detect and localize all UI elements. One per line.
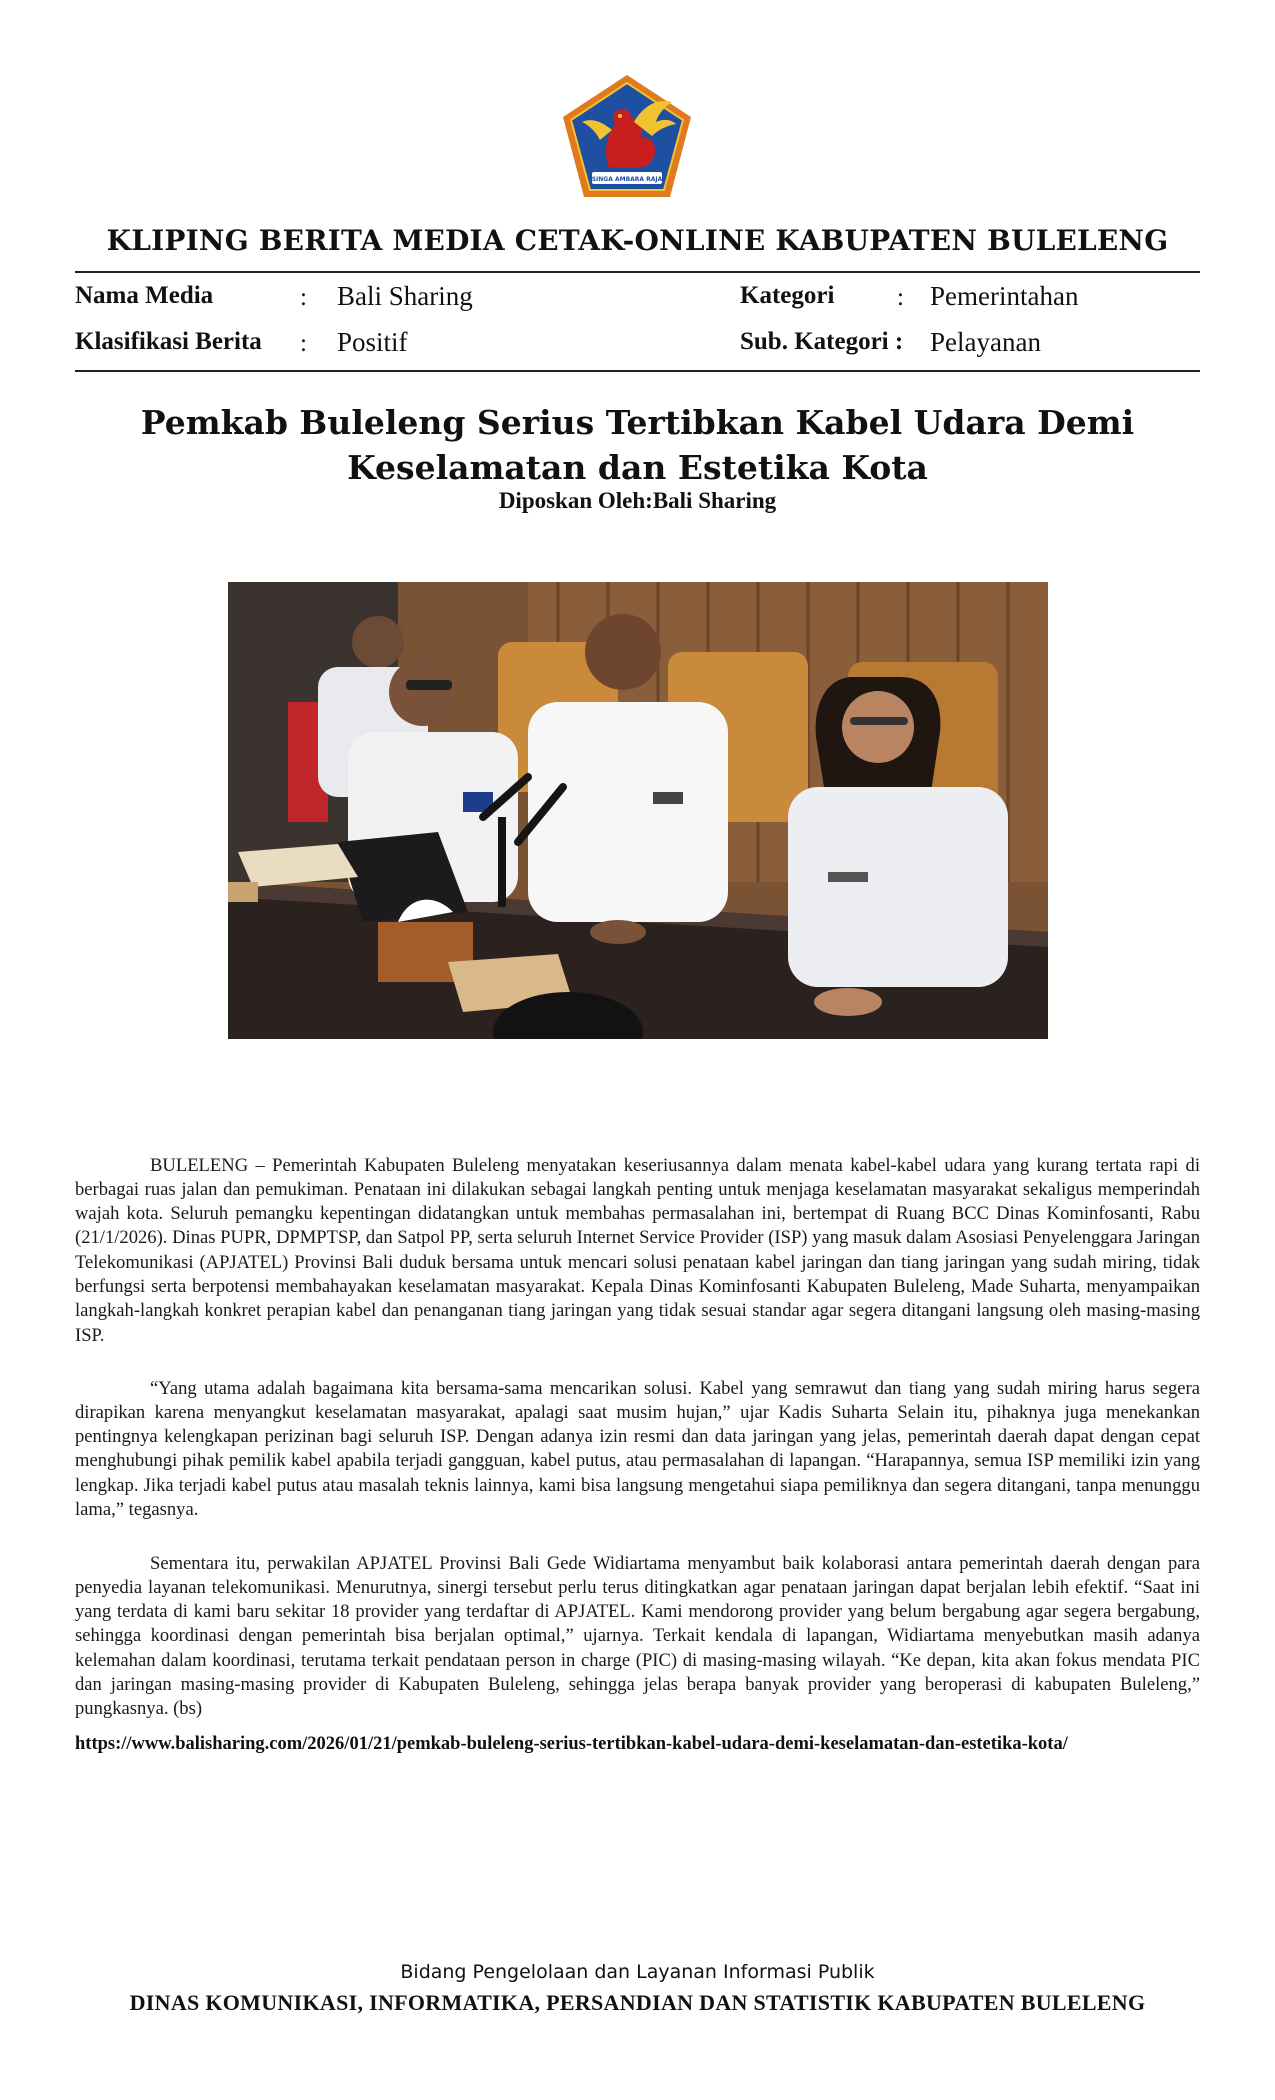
category-colon: :	[897, 284, 904, 311]
category-label: Kategori	[740, 282, 835, 309]
subcategory-value: Pelayanan	[930, 327, 1041, 357]
crest-motto: SINGA AMBARA RAJA	[591, 176, 663, 183]
article-title: Pemkab Buleleng Serius Tertibkan Kabel Udara Demi Keselamatan dan Estetika Kota	[140, 403, 1135, 487]
article-paragraph: BULELENG – Pemerintah Kabupaten Buleleng menyatakan keseriusannya dalam menata kabel-kabel udara yang kurang tertata rapi di berbagai ruas jalan dan pemukiman. Penataan ini dilakukan sebagai langkah penting untuk menjaga keselamatan masyarakat sekaligus memperindah wajah kota. Seluruh pemangku kepentingan didatangkan untuk membahas permasalahan ini, bertempat di Ruang BCC Dinas Kominfosanti, Rabu (21/1/2026). Dinas PUPR, DPMPTSP, dan Satpol PP, serta seluruh Internet Service Provider (ISP) yang masuk dalam Asosiasi Penyelenggara Jaringan Telekomunikasi (APJATEL) Provinsi Bali duduk bersama untuk mencari solusi penataan kabel jaringan dan tiang jaringan yang sudah miring, tidak berfungsi serta berpotensi membahayakan keselamatan masyarakat. Kepala Dinas Kominfosanti Kabupaten Buleleng, Made Suharta, menyampaikan langkah-langkah konkret perapian kabel dan penanganan tiang jaringan yang tidak sesuai standar agar segera ditangani langsung oleh masing-masing ISP.	[75, 1154, 1200, 1346]
subcategory-label: Sub. Kategori :	[740, 328, 904, 355]
header-divider-bottom	[75, 370, 1200, 372]
meeting-photo	[228, 582, 1048, 1039]
article-byline: Diposkan Oleh:Bali Sharing	[498, 488, 777, 513]
classification-label: Klasifikasi Berita	[75, 328, 262, 355]
footer-department: Bidang Pengelolaan dan Layanan Informasi Publik	[400, 1961, 875, 1983]
article-paragraph: Sementara itu, perwakilan APJATEL Provinsi Bali Gede Widiartama menyambut baik kolaborasi antara pemerintah daerah dengan para penyedia layanan telekomunikasi. Menurutnya, sinergi tersebut perlu terus ditingkatkan agar penataan jaringan dapat berjalan lebih efektif. “Saat ini yang terdata di kami baru sekitar 18 provider yang terdaftar di APJATEL. Kami mendorong provider yang belum bergabung agar segera bergabung, sehingga koordinasi dengan pemerintah bisa berjalan optimal,” ujarnya. Terkait kendala di lapangan, Widiartama menyebutkan masih adanya kelemahan dalam koordinasi, terutama terkait pendataan person in charge (PIC) di masing-masing wilayah. “Ke depan, kita akan fokus mendata PIC dan jaringan masing-masing provider di Kabupaten Buleleng, sehingga jelas berapa banyak provider yang beroperasi di kabupaten Buleleng,” pungkasnya. (bs)	[75, 1552, 1200, 1720]
document-header-title: KLIPING BERITA MEDIA CETAK-ONLINE KABUPATEN BULELENG	[106, 224, 1169, 257]
article-paragraph: “Yang utama adalah bagaimana kita bersama-sama mencarikan solusi. Kabel yang semrawut dan tiang yang sudah miring harus segera dirapikan karena menyangkut keselamatan masyarakat, apalagi saat musim hujan,” ujar Kadis Suharta Selain itu, pihaknya juga menekankan pentingnya kelengkapan perizinan bagi seluruh ISP. Dengan adanya izin resmi dan data jaringan yang jelas, pemerintah daerah dapat dengan cepat menghubungi pihak pemilik kabel apabila terjadi gangguan, kabel putus, atau permasalahan di lapangan. “Harapannya, semua ISP memiliki izin yang lengkap. Jika terjadi kabel putus atau masalah teknis lainnya, kami bisa langsung mengetahui siapa pemiliknya dan segera ditangani, tanpa menunggu lama,” tegasnya.	[75, 1377, 1200, 1521]
header-divider-top	[75, 271, 1200, 273]
footer-agency: DINAS KOMUNIKASI, INFORMATIKA, PERSANDIAN DAN STATISTIK KABUPATEN BULELENG	[129, 1990, 1146, 2015]
classification-colon: :	[300, 330, 307, 357]
media-colon: :	[300, 284, 307, 311]
media-label: Nama Media	[75, 282, 214, 309]
classification-value: Positif	[337, 327, 408, 357]
source-link[interactable]: https://www.balisharing.com/2026/01/21/pemkab-buleleng-serius-tertibkan-kabel-udara-demi-keselamatan-dan-estetika-kota/	[75, 1734, 1068, 1754]
buleleng-crest-icon	[560, 72, 694, 200]
category-value: Pemerintahan	[930, 281, 1079, 311]
media-value: Bali Sharing	[337, 281, 473, 311]
